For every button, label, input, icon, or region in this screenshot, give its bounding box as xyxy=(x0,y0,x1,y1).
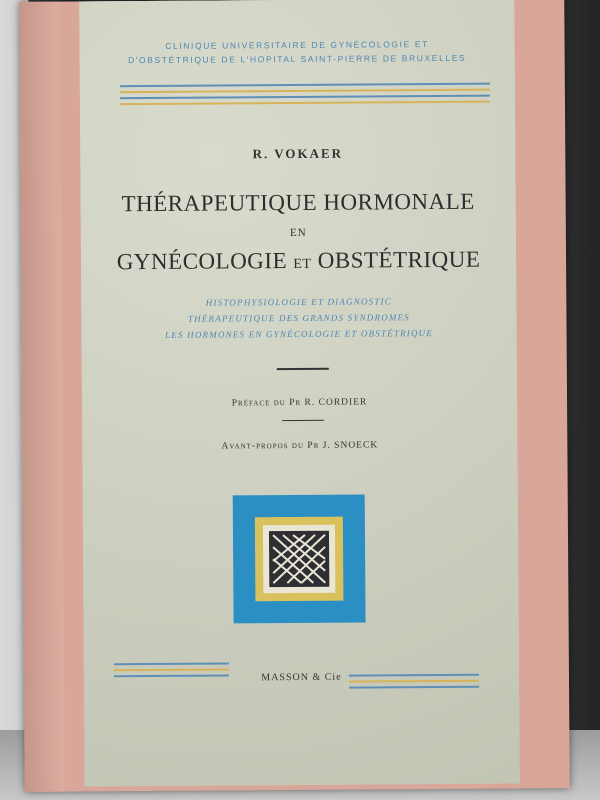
knot-pattern-icon xyxy=(269,531,329,587)
publisher: MASSON & Cie xyxy=(261,671,342,684)
book-binding xyxy=(19,2,65,792)
foreword: Avant-propos du Pr J. SNOECK xyxy=(221,440,379,452)
institution-text xyxy=(80,36,515,67)
top-rule-yellow xyxy=(120,89,490,94)
bottom-rule-right-2 xyxy=(349,680,479,683)
author: R. VOKAER xyxy=(252,145,344,162)
bottom-rule-right-3 xyxy=(349,686,479,689)
emblem-pattern xyxy=(269,531,329,587)
title-line-2-a: GYNÉCOLOGIE xyxy=(116,248,288,275)
subtitle-1: HISTOPHYSIOLOGIE ET DIAGNOSTIC xyxy=(205,296,392,308)
top-rule-blue-2 xyxy=(120,95,490,100)
preface: Préface du Pr R. CORDIER xyxy=(231,397,368,409)
title-line-2 xyxy=(81,246,516,275)
institution-line-1: CLINIQUE UNIVERSITAIRE DE GYNÉCOLOGIE ET xyxy=(165,39,429,51)
title-connector: EN xyxy=(289,226,307,240)
title-line-2-et: ET xyxy=(293,256,312,273)
divider-2 xyxy=(282,420,324,421)
book xyxy=(19,0,570,792)
subtitle-2: THÉRAPEUTIQUE DES GRANDS SYNDROMES xyxy=(187,312,411,324)
bottom-rule-left-1 xyxy=(114,662,229,665)
emblem xyxy=(233,495,366,624)
top-rule-blue-1 xyxy=(120,83,490,88)
title-line-1: THÉRAPEUTIQUE HORMONALE xyxy=(121,188,475,217)
title-line-2-b: OBSTÉTRIQUE xyxy=(317,246,481,273)
top-rule-yellow-2 xyxy=(120,101,490,106)
divider-1 xyxy=(277,368,329,370)
institution-line-2: D'OBSTÉTRIQUE DE L'HOPITAL SAINT-PIERRE DE BRUXELLES xyxy=(128,52,467,66)
subtitle-3: LES HORMONES EN GYNÉCOLOGIE ET OBSTÉTRIQUE xyxy=(165,328,434,340)
book-cover xyxy=(79,0,519,786)
bottom-rule-left-2 xyxy=(114,668,229,671)
